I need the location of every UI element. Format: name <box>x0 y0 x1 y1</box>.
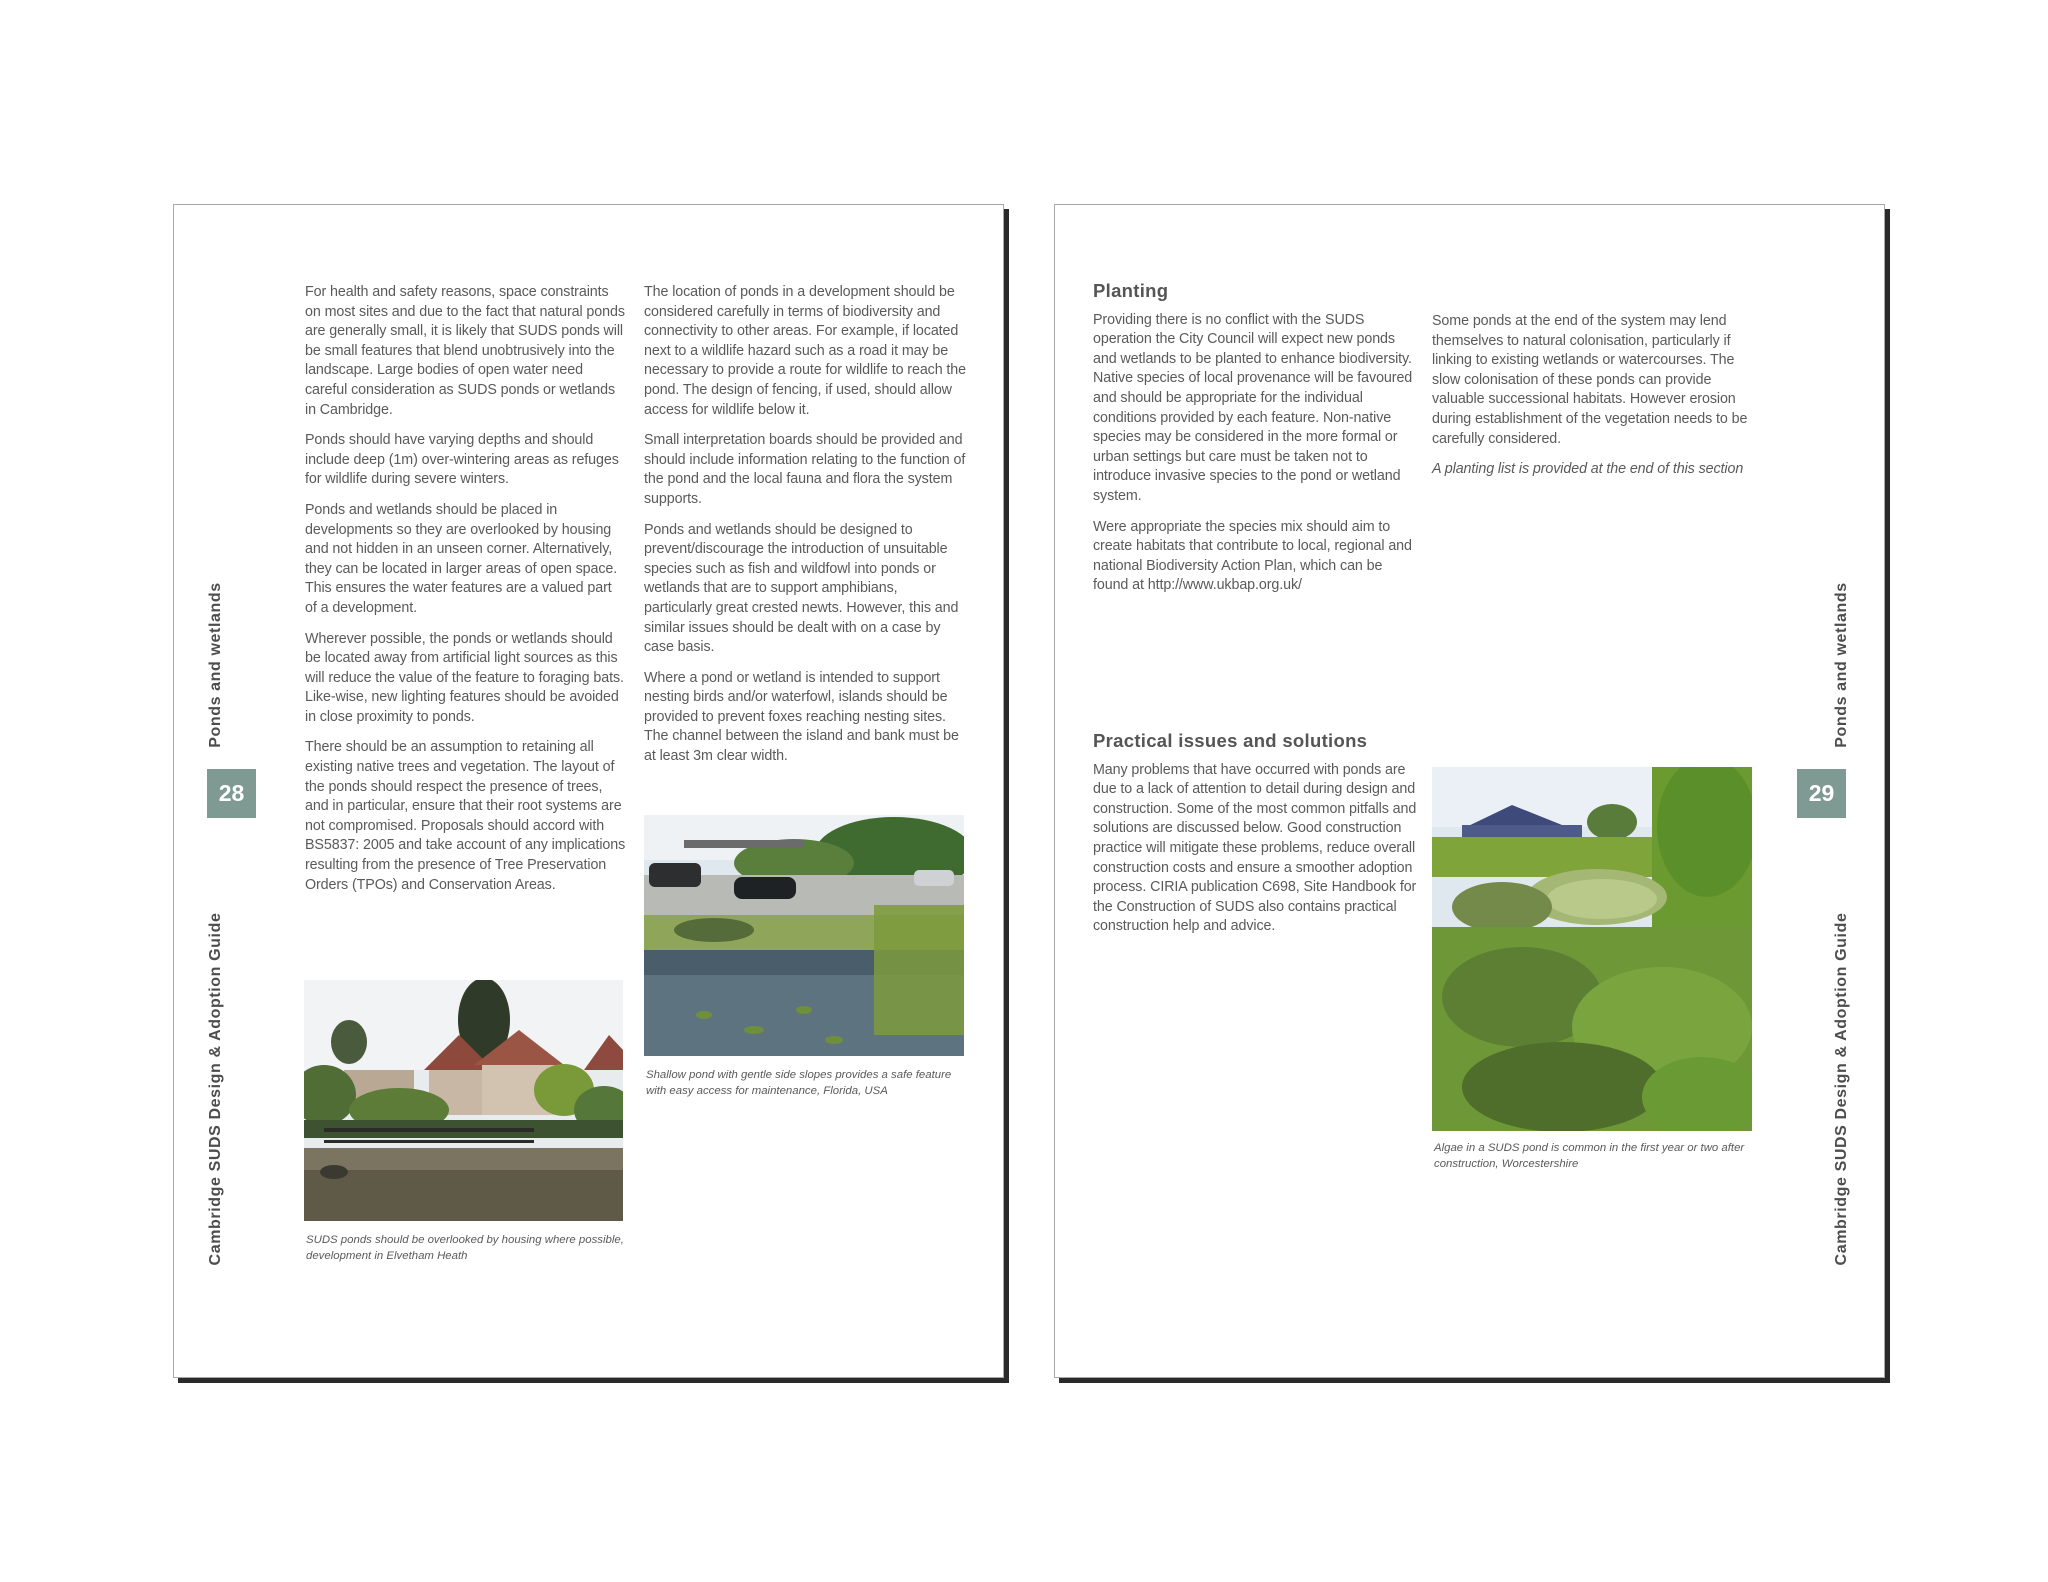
page-29: Planting Providing there is no conflict with the SUDS operation the City Council will expect new ponds and wetlands to be planted to enhance biodiversity. Native species of local provenance will be favoured and should be appropriate for the individual conditions provided by each feature. Non-native species may be considered in the more formal or urban settings but care must be taken not to introduce invasive species to the pond or wetland system. Were appropriate the species mix should aim to create habitats that contribute to local, regional and national Biodiversity Action Plan, which can be found at http://www.ukbap.org.uk/ Some ponds at the end of the system may lend themselves to natural colonisation, particularly if linking to existing wetlands or watercourses. The slow colonisation of these ponds can provide valuable successional habitats. However erosion during establishment of the vegetation needs to be carefully considered. A planting list is provided at the end of this section Practical issues and solutions Many problems that have occurred with ponds are due to a lack of attention to detail during design and construction. Some of the most common pitfalls and solutions are discussed below. Good construction practice will mitigate these problems, reduce overall construction costs and ensure a smoother adoption process. CIRIA publication C698, Site Handbook for the Construction of SUDS also contains practical construction help and advice. Algae in a SUDS pond is common in the first year or two after construction, Worcestershire Ponds and wetlands 29 Cambridge SUDS Design & Adoption Guide <box>1054 204 1885 1378</box>
photo-caption: Shallow pond with gentle side slopes provides a safe feature with easy access for maintenance, Florida, USA <box>646 1069 952 1097</box>
photo-florida-pond <box>644 815 964 1056</box>
section-heading: Practical issues and solutions <box>1093 730 1368 751</box>
housing-pond-image <box>304 980 623 1221</box>
photo-caption: SUDS ponds should be overlooked by housing where possible, development in Elvetham Heath <box>306 1234 624 1262</box>
paragraph: Providing there is no conflict with the SUDS operation the City Council will expect new ponds and wetlands to be planted to enhance biodiversity. Native species of local provenance will be favoured and should be appropriate for the individual conditions provided by each feature. Non-native species may be considered in the more formal or urban settings but care must be taken not to introduce invasive species to the pond or wetland system. <box>1093 311 1413 504</box>
paragraph: Some ponds at the end of the system may lend themselves to natural colonisation, particularly if linking to existing wetlands or watercourses. The slow colonisation of these ponds can provide valuable successional habitats. However erosion during establishment of the vegetation needs to be carefully considered. <box>1432 313 1748 447</box>
paragraph: Wherever possible, the ponds or wetlands should be located away from artificial light sources as this will reduce the value of the feature to foraging bats. Like-wise, new lighting features should be avoided in close proximity to ponds. <box>305 630 624 725</box>
page-28: Ponds and wetlands 28 Cambridge SUDS Design & Adoption Guide For health and safety reasons, space constraints on most sites and due to the fact that natural ponds are generally small, it is likely that SUDS ponds will be small features that blend unobtrusively into the landscape. Large bodies of open water need careful consideration as SUDS ponds or wetlands in Cambridge. Ponds should have varying depths and should include deep (1m) over-wintering areas as refuges for wildlife during severe winters. Ponds and wetlands should be placed in developments so they are overlooked by housing and not hidden in an unseen corner. Alternatively, they can be located in larger areas of open space. This ensures the water features are a valued part of a development. Wherever possible, the ponds or wetlands should be located away from artificial light sources as this will reduce the value of the feature to foraging bats. Like-wise, new lighting features should be avoided in close proximity to ponds. There should be an assumption to retaining all existing native trees and vegetation. The layout of the ponds should respect the presence of trees, and in particular, ensure that their root systems are not compromised. Proposals should accord with BS5837: 2005 and take account of any implications resulting from the presence of Tree Preservation Orders (TPOs) and Conservation Areas. The location of ponds in a development should be considered carefully in terms of biodiversity and connectivity to other areas. For example, if located next to a wildlife hazard such as a road it may be necessary to provide a route for wildlife to reach the pond. The design of fencing, if used, should allow access for wildlife below it. Small interpretation boards should be provided and should include information relating to the function of the pond and the local fauna and flora the system supports. Ponds and wetlands should be designed to prevent/discourage the introduction of unsuitable species such as fish and wildfowl into ponds or wetlands that are to support amphibians, particularly great crested newts. However, this and similar issues should be dealt with on a case by case basis. Where a pond or wetland is intended to support nesting birds and/or waterfowl, islands should be provided to prevent foxes reaching nesting sites. The channel between the island and bank must be at least 3m clear width. SUDS ponds should be overlooked by housing where possible, development in Elvetham Heath Shallow pond with gentle side slopes provides a safe feature with easy access for maintenance, Florida, USA <box>173 204 1004 1378</box>
photo-caption: Algae in a SUDS pond is common in the first year or two after construction, Worcestershire <box>1434 1142 1745 1170</box>
paragraph: The location of ponds in a development should be considered carefully in terms of biodiversity and connectivity to other areas. For example, if located next to a wildlife hazard such as a road it may be necessary to provide a route for wildlife to reach the pond. The design of fencing, if used, should allow access for wildlife below it. <box>644 284 967 418</box>
planting-column-1 <box>1093 281 1419 607</box>
paragraph: Were appropriate the species mix should aim to create habitats that contribute to local, regional and national Biodiversity Action Plan, which can be found at http://www.ukbap.org.uk/ <box>1093 518 1412 594</box>
left-column-2 <box>644 283 966 778</box>
paragraph: For health and safety reasons, space constraints on most sites and due to the fact that natural ponds are generally small, it is likely that SUDS ponds will be small features that blend unobtrusively into the landscape. Large bodies of open water need careful consideration as SUDS ponds or wetlands in Cambridge. <box>305 284 625 418</box>
florida-pond-image <box>644 815 964 1056</box>
paragraph: Ponds should have varying depths and should include deep (1m) over-wintering areas as refuges for wildlife during severe winters. <box>305 432 619 488</box>
section-heading: Planting <box>1093 280 1169 301</box>
planting-note: A planting list is provided at the end of this section <box>1432 461 1744 478</box>
paragraph: Ponds and wetlands should be placed in developments so they are overlooked by housing and not hidden in an unseen corner. Alternatively, they can be located in larger areas of open space. This ensures the water features are a valued part of a development. <box>305 501 618 616</box>
paragraph: Many problems that have occurred with ponds are due to a lack of attention to detail during design and construction. Some of the most common pitfalls and solutions are discussed below. Good construction practice will mitigate these problems, reduce overall construction costs and ensure a smoother adoption process. CIRIA publication C698, Site Handbook for the Construction of SUDS also contains practical construction help and advice. <box>1093 761 1417 935</box>
page-number-badge: 28 <box>207 769 256 818</box>
photo-housing-pond <box>304 980 623 1221</box>
paragraph: Where a pond or wetland is intended to support nesting birds and/or waterfowl, islands should be provided to prevent foxes reaching nesting sites. The channel between the island and bank must be at least 3m clear width. <box>644 669 959 765</box>
page-number-badge: 29 <box>1797 769 1846 818</box>
practical-column <box>1093 731 1419 948</box>
planting-column-2 <box>1432 312 1752 491</box>
photo-algae-pond <box>1432 767 1752 1131</box>
paragraph: There should be an assumption to retaining all existing native trees and vegetation. The layout of the ponds should respect the presence of trees, and in particular, ensure that their root systems are not compromised. Proposals should accord with BS5837: 2005 and take account of any implications resulting from the presence of Tree Preservation Orders (TPOs) and Conservation Areas. <box>305 739 626 893</box>
paragraph: Ponds and wetlands should be designed to prevent/discourage the introduction of unsuitable species such as fish and wildfowl into ponds or wetlands that are to support amphibians, particularly great crested newts. However, this and similar issues should be dealt with on a case by case basis. <box>644 521 959 656</box>
paragraph: Small interpretation boards should be provided and should include information relating to the function of the pond and the local fauna and flora the system supports. <box>644 432 966 507</box>
algae-pond-image <box>1432 767 1752 1131</box>
left-column-1 <box>305 283 627 906</box>
